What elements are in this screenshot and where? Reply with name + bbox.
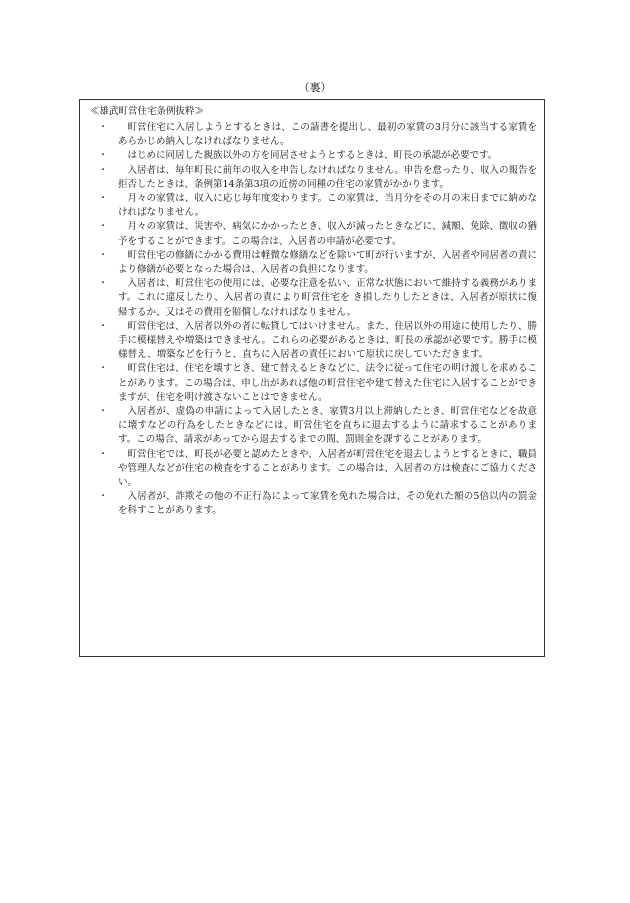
bullet-marker: ・ [98, 363, 108, 375]
clause-item [88, 121, 537, 149]
clause-text: 月々の家賃は、収入に応じ毎年度変わります。この家賃は、当月分をその月の末日までに納めなければなりません。 [118, 193, 537, 219]
clause-item [88, 192, 537, 220]
clause-item [88, 490, 537, 518]
clause-item [88, 320, 537, 363]
clause-text: 町営住宅の修繕にかかる費用は軽微な修繕などを除いて町が行いますが、入居者や同居者の責により修繕が必要となった場合は、入居者の負担になります。 [118, 249, 537, 276]
clause-text: 入居者が、虚偽の申請によって入居したとき、家賃3月以上滞納したとき、町営住宅などを故意に壊すなどの行為をしたときなどには、町営住宅を直ちに退去するように請求することがあります。この場合、請求があってから退去するまでの間、罰則金を課することがあります。 [118, 406, 537, 446]
bullet-marker: ・ [98, 193, 108, 205]
bullet-marker: ・ [98, 491, 108, 503]
clause-text: 入居者が、詐欺その他の不正行為によって家賃を免れた場合は、その免れた額の5倍以内の罰金を科すことがあります。 [118, 491, 537, 517]
excerpt-title: ≪雄武町営住宅条例抜粋≫ [90, 106, 205, 117]
clause-item [88, 220, 537, 248]
bullet-marker: ・ [98, 406, 108, 418]
bullet-marker: ・ [98, 150, 108, 162]
clause-item [88, 448, 537, 491]
clause-item [88, 164, 537, 192]
clause-text: 町営住宅は、住宅を壊すとき、建て替えるときなどに、法令に従って住宅の明け渡しを求めることがあります。この場合は、申し出があれば他の町営住宅や建て替えた住宅に入居することができますが、住宅を明け渡さないことはできません。 [118, 363, 537, 403]
clause-text: はじめに同居した親族以外の方を同居させようとするときは、町長の承認が必要です。 [127, 150, 498, 162]
clause-item [88, 405, 537, 448]
clause-item [88, 277, 537, 320]
clause-item [88, 149, 537, 163]
bullet-marker: ・ [98, 278, 108, 290]
clause-item [88, 249, 537, 277]
clause-text: 町営住宅に入居しようとするときは、この請書を提出し、最初の家賃の3月分に該当する家賃をあらかじめ納入しなければなりません。 [118, 122, 537, 148]
clause-text: 入居者は、毎年町長に前年の収入を申告しなければなりません。申告を怠ったり、収入の報告を拒否したときは、条例第14条第3項の近傍の同種の住宅の家賃がかかります。 [118, 164, 537, 190]
clause-text: 入居者は、町営住宅の使用には、必要な注意を払い、正常な状態において維持する義務があります。これに違反したり、入居者の責により町営住宅を き損したりしたときは、入居者が原状に復帰するか、又はその費用を賠償しなければなりません。 [118, 278, 537, 318]
bullet-marker: ・ [98, 221, 108, 233]
clause-text: 町営住宅では、町長が必要と認めたときや、入居者が町営住宅を退去しようとするときに、職員や管理人などが住宅の検査をすることがあります。この場合は、入居者の方は検査にご協力ください。 [118, 448, 537, 489]
page-side-label: （裏） [298, 81, 332, 94]
bullet-marker: ・ [98, 249, 108, 261]
ordinance-excerpt-box [79, 99, 545, 657]
bullet-marker: ・ [98, 320, 108, 332]
clause-item [88, 362, 537, 405]
clause-text: 月々の家賃は、災害や、病気にかかったとき、収入が減ったときなどに、減額、免除、徴収の猶予をすることができます。この場合は、入居者の申請が必要です。 [118, 221, 537, 247]
clause-list [88, 121, 537, 519]
bullet-marker: ・ [98, 448, 108, 460]
bullet-marker: ・ [98, 164, 108, 176]
bullet-marker: ・ [98, 122, 108, 133]
clause-text: 町営住宅は、入居者以外の者に転貸してはいけません。また、住居以外の用途に使用したり、勝手に模様替えや増築はできません。これらの必要があるときは、町長の承認が必要です。勝手に模様替え、増築などを行うと、直ちに入居者の責任において原状に戻していただきます。 [118, 320, 537, 361]
